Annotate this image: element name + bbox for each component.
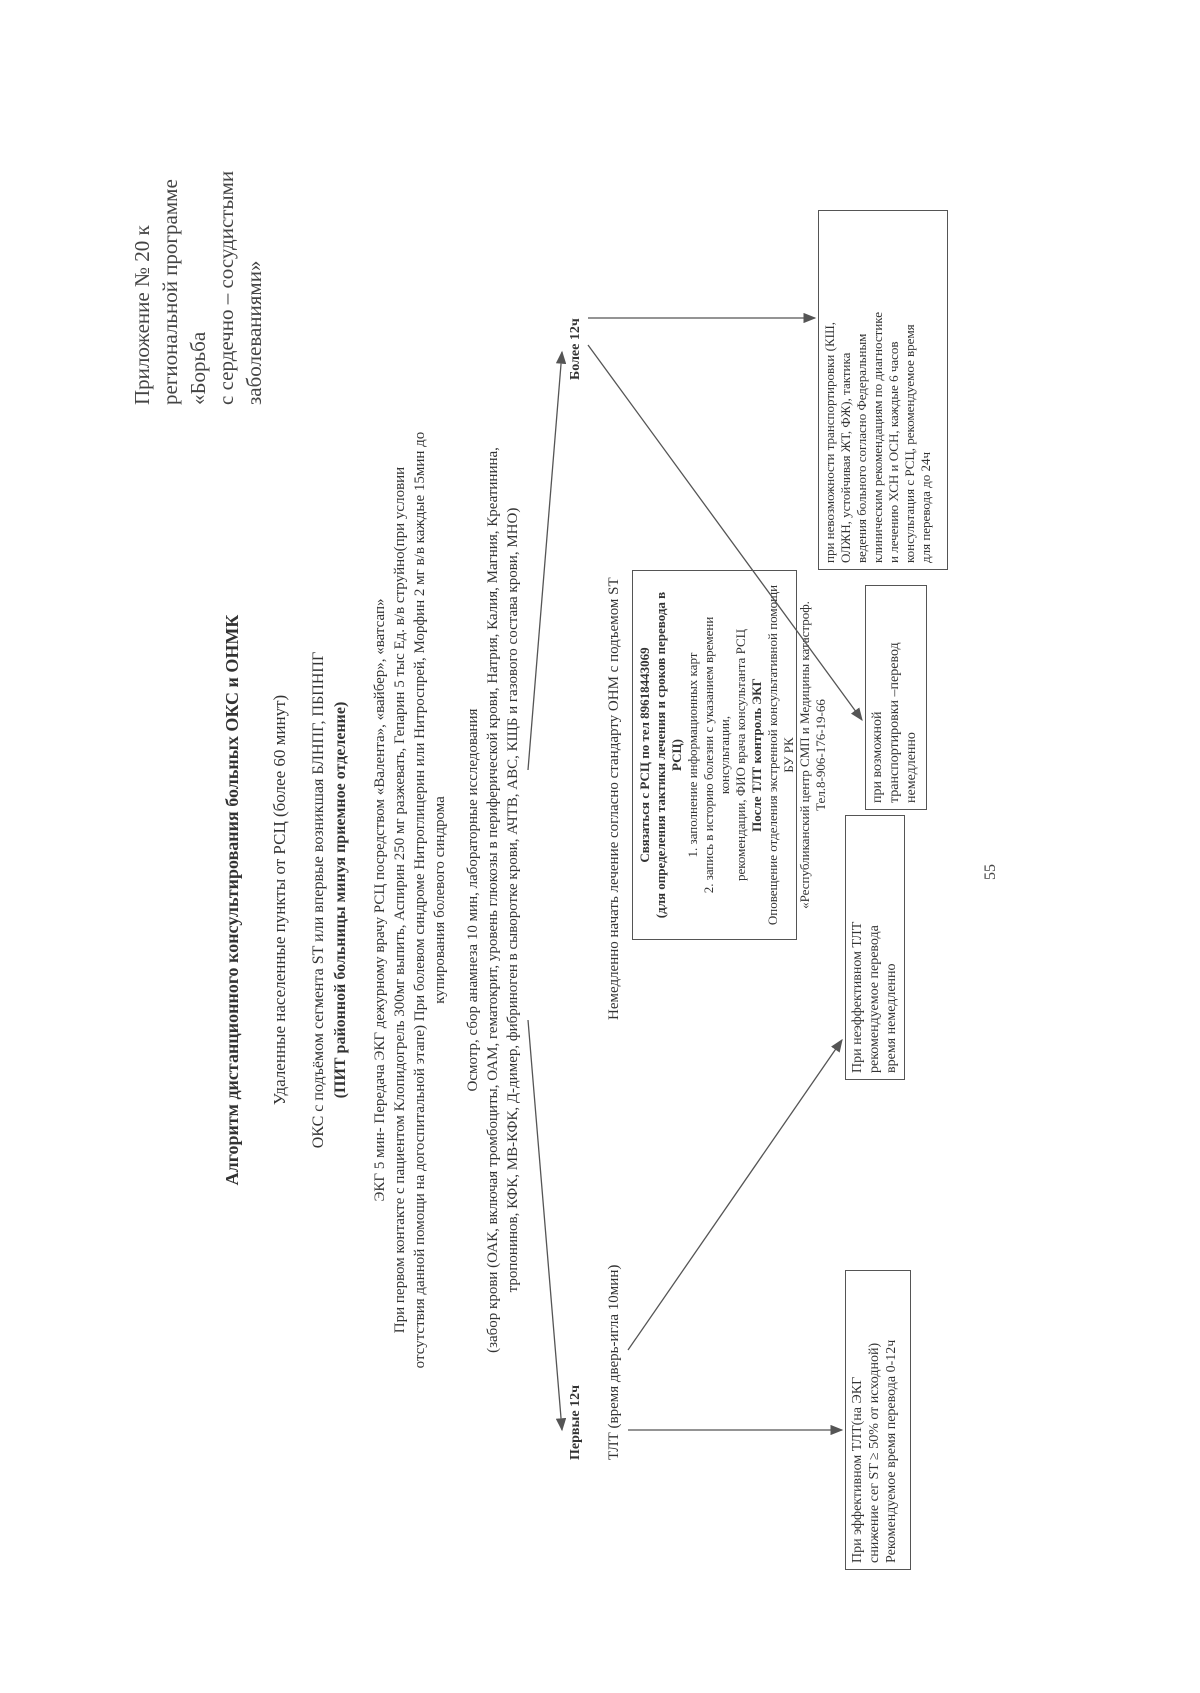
rsc-tel: Тел.8-906-176-19-66 xyxy=(813,699,828,811)
flow-arrows xyxy=(110,130,1090,1580)
box-line: консультация с РСЦ, рекомендуемое время xyxy=(902,324,917,563)
rsc-step-2: 2. запись в историю болезни с указанием времени консультации, xyxy=(701,616,732,894)
box-line: ОЛЖН, устойчивая ЖТ, ФЖ), тактика xyxy=(838,352,853,563)
page-number: 55 xyxy=(982,864,999,880)
box-line: при возможной xyxy=(870,711,885,803)
lab-line-2: тропонинов, КФК, МВ-КФК, Д-димер, фибриноген в сыворотке крови, АЧТВ, АВС, КЩБ и газового состава крови, МНО) xyxy=(505,507,521,1293)
box-line: клиническим рекомендациям по диагностике xyxy=(870,311,885,563)
box-line: При неэффективном ТЛТ xyxy=(850,921,865,1073)
box-line: При эффективном ТЛТ(на ЭКГ xyxy=(850,1376,865,1563)
box-line: немедленно xyxy=(904,732,919,803)
box-line: снижение сег ST ≥ 50% от исходной) xyxy=(867,1342,882,1563)
appendix-line: с сердечно – сосудистыми xyxy=(214,170,238,405)
page-title: Алгоритм дистанционного консультирования больных ОКС и ОНМК xyxy=(222,614,242,1186)
box-line: время немедленно xyxy=(884,963,899,1073)
rsc-ecg-control: После ТЛТ контроль ЭКГ xyxy=(749,678,764,832)
oks-criteria: ОКС с подъёмом сегмента ST или впервые возникшая БЛНПГ, ПБПНПГ xyxy=(310,651,327,1149)
rsc-center: «Республиканский центр СМП и Медицины катастроф. xyxy=(797,601,812,909)
arrow-to-first-12h xyxy=(528,1020,562,1430)
first-contact-line: При первом контакте с пациентом Клопидогрель 300мг выпить, Аспирин 250 мг разжевать, Гепарин 5 тыс Ед. в/в струйно(при условии xyxy=(392,466,408,1334)
pit-note: (ПИТ районной больницы минуя приемное отделение) xyxy=(332,701,349,1099)
ecg-line: ЭКГ 5 мин- Передача ЭКГ дежурному врачу РСЦ посредством «Валента», «вайбер», «ватсап» xyxy=(372,598,388,1202)
box-line: и лечению ХСН и ОСН, каждые 6 часов xyxy=(886,341,901,563)
arrow-to-ineffective xyxy=(628,1040,842,1350)
box-line: для перевода до 24ч xyxy=(918,451,933,563)
box-line: ведения больного согласно Федеральным xyxy=(854,333,869,563)
appendix-line: «Борьба xyxy=(186,331,210,405)
pain-syndrome-line: отсутствия данной помощи на догоспитальной этапе) При болевом синдроме Нитроглицерин или Нитроспрей, Морфин 2 мг в/в каждые 15мин до xyxy=(412,431,428,1369)
branch-more-12h: Более 12ч xyxy=(568,318,583,380)
remote-settlements: Удаленные населенные пункты от РСЦ (более 60 минут) xyxy=(270,694,289,1106)
lab-line: (забор крови (ОАК, включая тромбоциты, ОАМ, гематокрит, уровень глюкозы в периферической крови, Натрия, Калия, Магния, Креатинина, xyxy=(485,447,501,1353)
rsc-phone: Связаться с РСЦ по тел 89618443069 xyxy=(637,647,652,863)
box-line: Рекомендуемое время перевода 0-12ч xyxy=(884,1339,899,1563)
rsc-step-2b: рекомендации, ФИО врача консультанта РСЦ xyxy=(733,628,748,882)
rsc-purpose: (для определения тактики лечения и сроков перевода в РСЦ) xyxy=(653,591,684,919)
rsc-step-1: 1. заполнение информационных карт xyxy=(685,652,700,858)
box-line: при невозможности транспортировки (КШ, xyxy=(822,321,837,563)
rotated-content xyxy=(110,130,1090,1580)
exam-line: Осмотр, сбор анамнеза 10 мин, лабораторные исследования xyxy=(465,708,481,1092)
rsc-notify: Оповещение отделения экстренной консультативной помощи БУ РК xyxy=(765,584,796,926)
box-line: транспортировки –перевод xyxy=(887,642,902,803)
tlt-label: ТЛТ (время дверь-игла 10мин) xyxy=(606,1264,622,1460)
branch-first-12h: Первые 12ч xyxy=(568,1385,583,1460)
appendix-line: региональной программе xyxy=(158,179,182,405)
arrow-to-more-12h xyxy=(528,352,562,770)
box-line: рекомендуемое перевода xyxy=(867,925,882,1073)
arrow-to-possible xyxy=(588,345,862,720)
appendix-line: заболеваниями» xyxy=(242,260,266,405)
appendix-line: Приложение № 20 к xyxy=(130,225,154,405)
immediate-treatment-label: Немедленно начать лечение согласно стандарту ОНМ с подъемом ST xyxy=(606,577,622,1020)
pain-relief-line: купирования болевого синдрома xyxy=(432,796,448,1004)
